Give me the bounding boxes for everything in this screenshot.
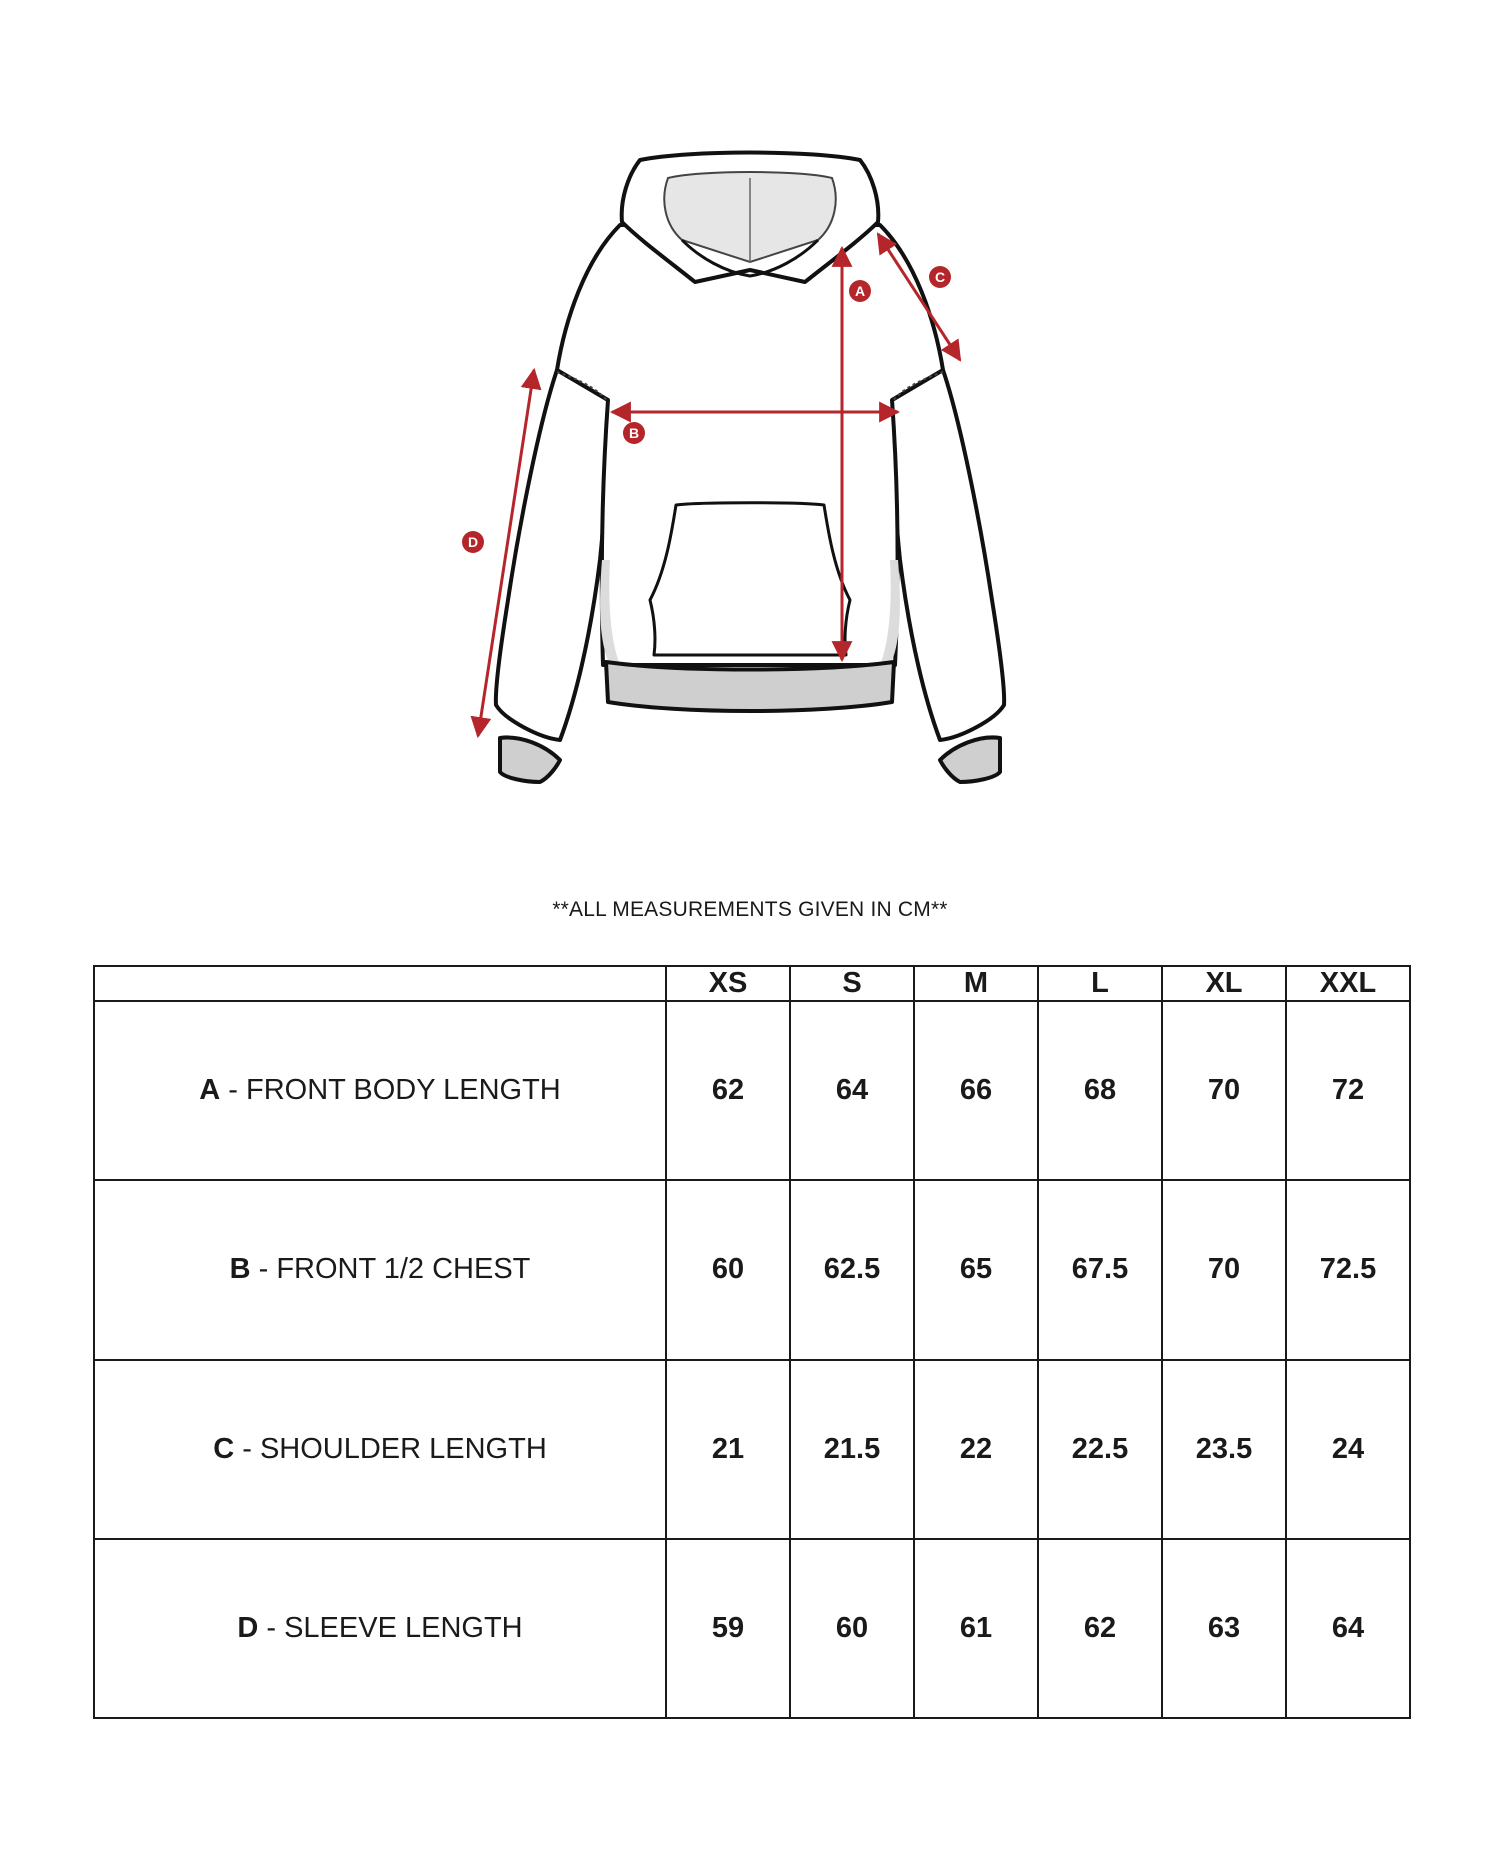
hoodie-illustration	[440, 140, 1060, 800]
measurement-name: - FRONT 1/2 CHEST	[250, 1253, 531, 1286]
size-header-l: L	[1038, 966, 1162, 1001]
right-cuff	[940, 737, 1000, 782]
size-header-s: S	[790, 966, 914, 1001]
empty-header-cell	[94, 966, 666, 1001]
table-cell: 70	[1162, 1180, 1286, 1359]
table-cell: 67.5	[1038, 1180, 1162, 1359]
right-sleeve	[891, 370, 1004, 740]
table-cell: 59	[666, 1539, 790, 1718]
measure-c-badge	[929, 266, 951, 288]
table-cell: 21	[666, 1360, 790, 1539]
size-chart-table	[93, 965, 1411, 1719]
measurement-key: C	[213, 1432, 235, 1465]
svg-text:D: D	[467, 534, 479, 550]
measurement-units-note: **ALL MEASUREMENTS GIVEN IN CM**	[552, 898, 948, 921]
measurement-key: A	[199, 1074, 221, 1107]
table-cell: 22	[914, 1360, 1038, 1539]
table-cell: 63	[1162, 1539, 1286, 1718]
measurement-label	[94, 1180, 666, 1359]
size-header-m: M	[914, 966, 1038, 1001]
table-cell: 72	[1286, 1001, 1410, 1180]
table-cell: 60	[790, 1539, 914, 1718]
svg-text:C: C	[934, 269, 946, 285]
table-cell: 64	[1286, 1539, 1410, 1718]
waistband	[606, 662, 894, 711]
size-header-xl: XL	[1162, 966, 1286, 1001]
left-cuff	[500, 737, 560, 782]
table-cell: 65	[914, 1180, 1038, 1359]
table-cell: 64	[790, 1001, 914, 1180]
measurement-label	[94, 1539, 666, 1718]
table-cell: 21.5	[790, 1360, 914, 1539]
table-cell: 68	[1038, 1001, 1162, 1180]
table-cell: 72.5	[1286, 1180, 1410, 1359]
table-cell: 66	[914, 1001, 1038, 1180]
size-header-xs: XS	[666, 966, 790, 1001]
table-cell: 24	[1286, 1360, 1410, 1539]
svg-text:A: A	[854, 283, 866, 299]
size-header-row	[94, 966, 1410, 1001]
measurement-label	[94, 1360, 666, 1539]
measurement-name: - FRONT BODY LENGTH	[220, 1074, 561, 1107]
measurement-key: D	[237, 1611, 259, 1644]
table-cell: 60	[666, 1180, 790, 1359]
measure-d-badge	[462, 531, 484, 553]
kangaroo-pocket	[650, 503, 850, 655]
measurement-name: - SLEEVE LENGTH	[258, 1611, 523, 1644]
measure-b-badge	[623, 422, 645, 444]
table-cell: 61	[914, 1539, 1038, 1718]
table-cell: 70	[1162, 1001, 1286, 1180]
svg-text:B: B	[628, 425, 640, 441]
measurement-label	[94, 1001, 666, 1180]
table-cell: 62.5	[790, 1180, 914, 1359]
measurement-key: B	[229, 1253, 251, 1286]
table-cell: 62	[666, 1001, 790, 1180]
measure-a-badge	[849, 280, 871, 302]
measurement-name: - SHOULDER LENGTH	[234, 1432, 547, 1465]
table-cell: 23.5	[1162, 1360, 1286, 1539]
left-sleeve	[496, 370, 609, 740]
size-header-xxl: XXL	[1286, 966, 1410, 1001]
table-row	[94, 1180, 1410, 1359]
table-cell: 22.5	[1038, 1360, 1162, 1539]
table-cell: 62	[1038, 1539, 1162, 1718]
table-row	[94, 1001, 1410, 1180]
table-row	[94, 1360, 1410, 1539]
table-row	[94, 1539, 1410, 1718]
